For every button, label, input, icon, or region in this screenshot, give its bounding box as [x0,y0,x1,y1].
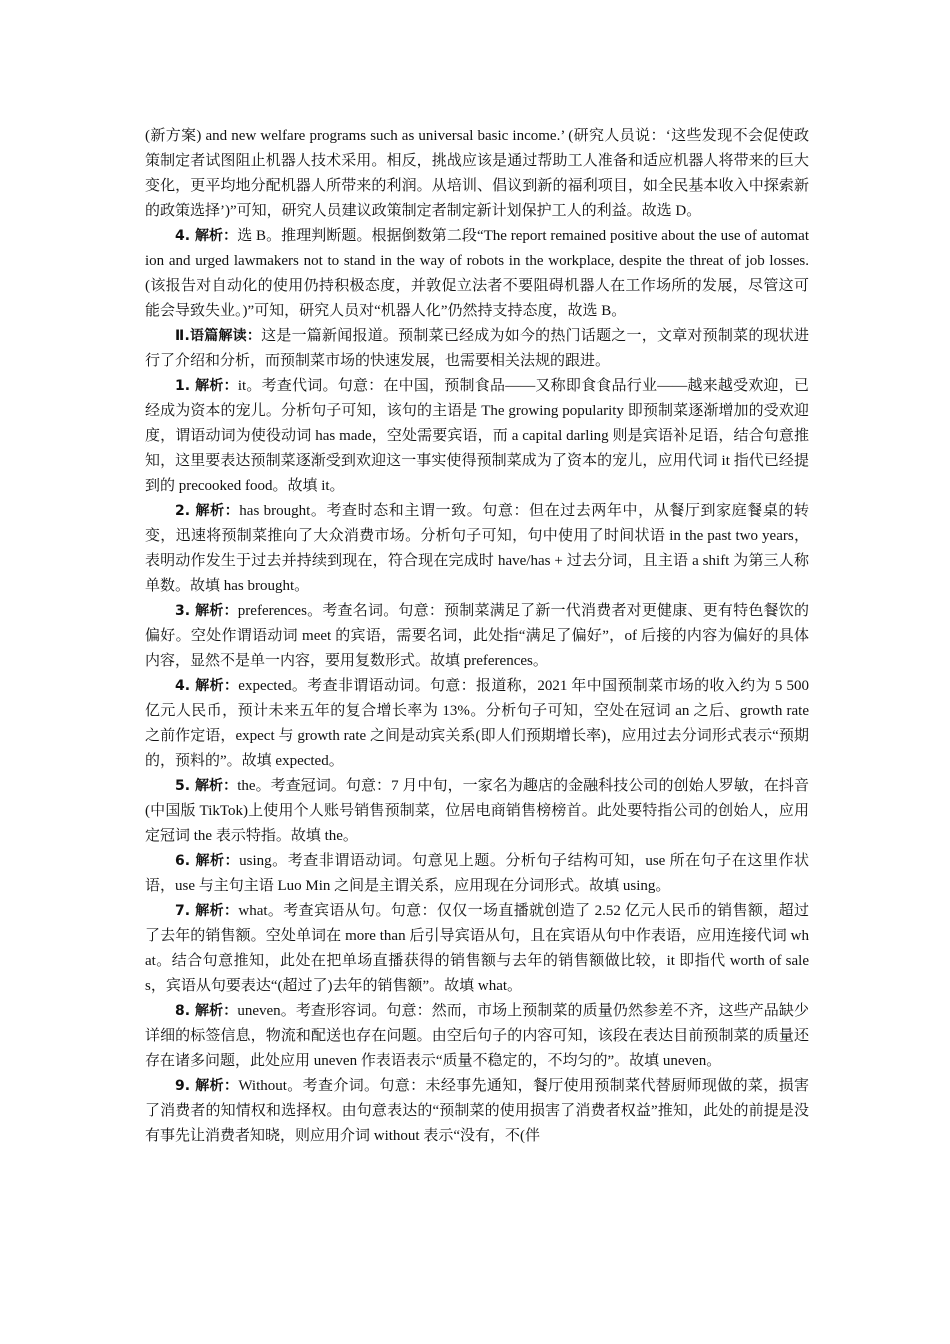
answer-document [145,124,809,1149]
paragraph-section-intro [145,324,809,374]
paragraph-text: using。考查非谓语动词。句意见上题。分析句子结构可知，use 所在句子在这里作状语，use 与主句主语 Luo Min 之间是主谓关系，应用现在分词形式。故填 using。 [145,853,809,894]
paragraph-heading: 2. 解析： [175,503,240,519]
paragraph-text: has brought。考查时态和主谓一致。句意：但在过去两年中，从餐厅到家庭餐桌的转变，迅速将预制菜推向了大众消费市场。分析句子可知，句中使用了时间状语 in the past two years，表明动作发生于过去并持续到现在，符合现在完成时 have/has + 过去分词，且主语 a shift 为第三人称单数。故填 has brought。 [145,503,809,594]
paragraph-blank-3 [145,599,809,674]
paragraph-heading: Ⅱ.语篇解读： [175,328,262,344]
paragraph-text: what。考查宾语从句。句意：仅仅一场直播就创造了 2.52 亿元人民币的销售额，超过了去年的销售额。空处单词在 more than 后引导宾语从句，且在宾语从句中作表语，应用连接代词 what。结合句意推知，此处在把单场直播获得的销售额与去年的销售额做比较，it 即指代 worth of sales，宾语从句要表达“(超过了)去年的销售额”。故填 what。 [145,903,809,994]
paragraph-blank-9 [145,1074,809,1149]
paragraph-blank-6 [145,849,809,899]
paragraph-blank-7 [145,899,809,999]
paragraph-text: it。考查代词。句意：在中国，预制食品——又称即食食品行业——越来越受欢迎，已经成为资本的宠儿。分析句子可知，该句的主语是 The growing popularity 即预制菜逐渐增加的受欢迎度，谓语动词为使役动词 has made，空处需要宾语，而 a capital darling 则是宾语补足语，结合句意推知，这里要表达预制菜逐渐受到欢迎这一事实使得预制菜成为了资本的宠儿，应用代词 it 指代已经提到的 precooked food。故填 it。 [145,378,809,494]
paragraph-text: 这是一篇新闻报道。预制菜已经成为如今的热门话题之一，文章对预制菜的现状进行了介绍和分析，而预制菜市场的快速发展，也需要相关法规的跟进。 [145,328,809,369]
paragraph-heading: 7. 解析： [175,903,239,919]
paragraph-blank-8 [145,999,809,1074]
paragraph-blank-2 [145,499,809,599]
paragraph-heading: 1. 解析： [175,378,238,394]
paragraph-text: expected。考查非谓语动词。句意：报道称，2021 年中国预制菜市场的收入约为 5 500 亿元人民币，预计未来五年的复合增长率为 13%。分析句子可知，空处在冠词 an 之后、growth rate 之前作定语，expect 与 growth rate 之间是动宾关系(即人们预期增长率)，应用过去分词形式表示“预期的，预料的”。故填 expected。 [145,678,809,769]
paragraph-heading: 4. 解析： [175,678,239,694]
paragraph-text: uneven。考查形容词。句意：然而，市场上预制菜的质量仍然参差不齐，这些产品缺少详细的标签信息，物流和配送也存在问题。由空后句子的内容可知，该段在表达目前预制菜的质量还存在诸多问题，此处应用 uneven 作表语表示“质量不稳定的，不均匀的”。故填 uneven。 [145,1003,809,1069]
paragraph-text: (新方案) and new welfare programs such as universal basic income.’ (研究人员说：‘这些发现不会促使政策制定者试图阻止机器人技术采用。相反，挑战应该是通过帮助工人准备和适应机器人将带来的巨大变化，更平均地分配机器人所带来的利润。从培训、倡议到新的福利项目，如全民基本收入中探索新的政策选择’)”可知，研究人员建议政策制定者制定新计划保护工人的利益。故选 D。 [145,128,809,219]
paragraph-text: preferences。考查名词。句意：预制菜满足了新一代消费者对更健康、更有特色餐饮的偏好。空处作谓语动词 meet 的宾语，需要名词，此处指“满足了偏好”，of 后接的内容为偏好的具体内容，显然不是单一内容，要用复数形式。故填 preferences。 [145,603,809,669]
paragraph-blank-1 [145,374,809,499]
paragraph-q4-reading [145,224,809,324]
paragraph-heading: 9. 解析： [175,1078,239,1094]
paragraph-heading: 3. 解析： [175,603,238,619]
paragraph-text: Without。考查介词。句意：未经事先通知，餐厅使用预制菜代替厨师现做的菜，损害了消费者的知情权和选择权。由句意表达的“预制菜的使用损害了消费者权益”推知，此处的前提是没有事先让消费者知晓，则应用介词 without 表示“没有，不(伴 [145,1078,809,1144]
paragraph-blank-4 [145,674,809,774]
paragraph-heading: 8. 解析： [175,1003,238,1019]
paragraph-continued [145,124,809,224]
paragraph-heading: 5. 解析： [175,778,238,794]
paragraph-heading: 6. 解析： [175,853,240,869]
paragraph-blank-5 [145,774,809,849]
paragraph-text: the。考查冠词。句意：7 月中旬，一家名为趣店的金融科技公司的创始人罗敏，在抖音(中国版 TikTok)上使用个人账号销售预制菜，位居电商销售榜榜首。此处要特指公司的创始人，应用定冠词 the 表示特指。故填 the。 [145,778,809,844]
paragraph-text: 选 B。推理判断题。根据倒数第二段“The report remained positive about the use of automation and urged lawmakers not to stand in the way of robots in the workplace, despite the threat of job losses.(该报告对自动化的使用仍持积极态度，并敦促立法者不要阻碍机器人在工作场所的发展，尽管这可能会导致失业。)”可知，研究人员对“机器人化”仍然持支持态度，故选 B。 [145,228,810,319]
paragraph-heading: 4. 解析： [175,228,238,244]
